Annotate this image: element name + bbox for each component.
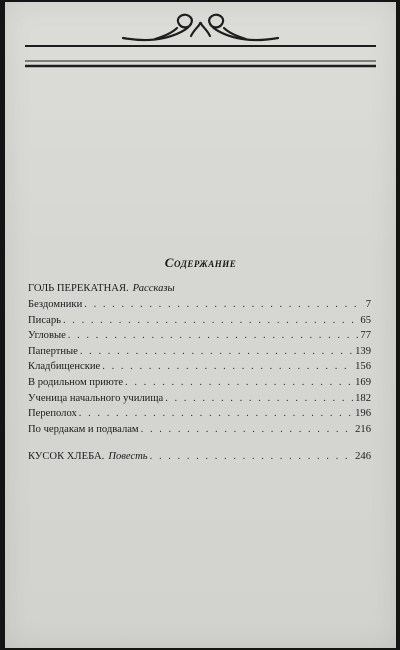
dot-leader <box>102 359 353 375</box>
entry-page: 216 <box>355 423 371 435</box>
toc-entry <box>28 328 371 344</box>
entry-page: 196 <box>355 408 371 420</box>
part-genre: Рассказы <box>132 283 175 294</box>
part-heading <box>28 281 371 297</box>
dot-leader <box>150 449 353 465</box>
part-title: КУСОК ХЛЕБА. <box>28 451 105 463</box>
entry-page: 77 <box>360 330 371 342</box>
toc-entry <box>28 313 371 329</box>
dot-leader <box>80 344 353 360</box>
spacer <box>28 437 371 449</box>
entry-title: Кладбищенские <box>28 361 101 373</box>
contents-heading: Содержание <box>164 255 237 270</box>
toc-entry <box>28 422 371 438</box>
entry-title: Ученица начального училища <box>28 392 164 404</box>
entry-title: Угловые <box>28 330 66 342</box>
entry-title: В родильном приюте <box>28 376 124 388</box>
dot-leader <box>84 297 363 313</box>
entry-page: 156 <box>355 361 371 373</box>
toc-entry <box>28 406 371 422</box>
entry-page: 182 <box>355 392 371 404</box>
dot-leader <box>125 375 353 391</box>
book-page <box>5 2 396 648</box>
toc-entry <box>28 391 371 407</box>
entry-page: 7 <box>365 299 371 310</box>
dot-leader <box>79 406 353 422</box>
toc-entry <box>28 359 371 375</box>
entry-title: По чердакам и подвалам <box>28 423 139 435</box>
entry-title: Переполох <box>28 408 77 420</box>
entry-page: 169 <box>355 376 371 388</box>
part-heading <box>28 449 148 465</box>
entry-page: 246 <box>355 451 371 463</box>
table-of-contents <box>28 281 371 465</box>
entry-page: 139 <box>355 345 371 357</box>
part-title: ГОЛЬ ПЕРЕКАТНАЯ. <box>28 283 129 294</box>
toc-entry <box>28 344 371 360</box>
dot-leader <box>141 422 353 438</box>
toc-entry <box>28 375 371 391</box>
part-entry <box>28 449 371 465</box>
entry-title: Писарь <box>28 314 61 326</box>
dot-leader <box>165 391 353 407</box>
dot-leader <box>63 313 358 329</box>
header-ornament <box>5 2 396 82</box>
part-genre: Повесть <box>108 451 148 463</box>
dot-leader <box>68 328 359 344</box>
entry-title: Папертные <box>28 345 78 357</box>
entry-page: 65 <box>360 314 371 326</box>
entry-title: Бездомники <box>28 299 83 310</box>
toc-entry <box>28 297 371 313</box>
